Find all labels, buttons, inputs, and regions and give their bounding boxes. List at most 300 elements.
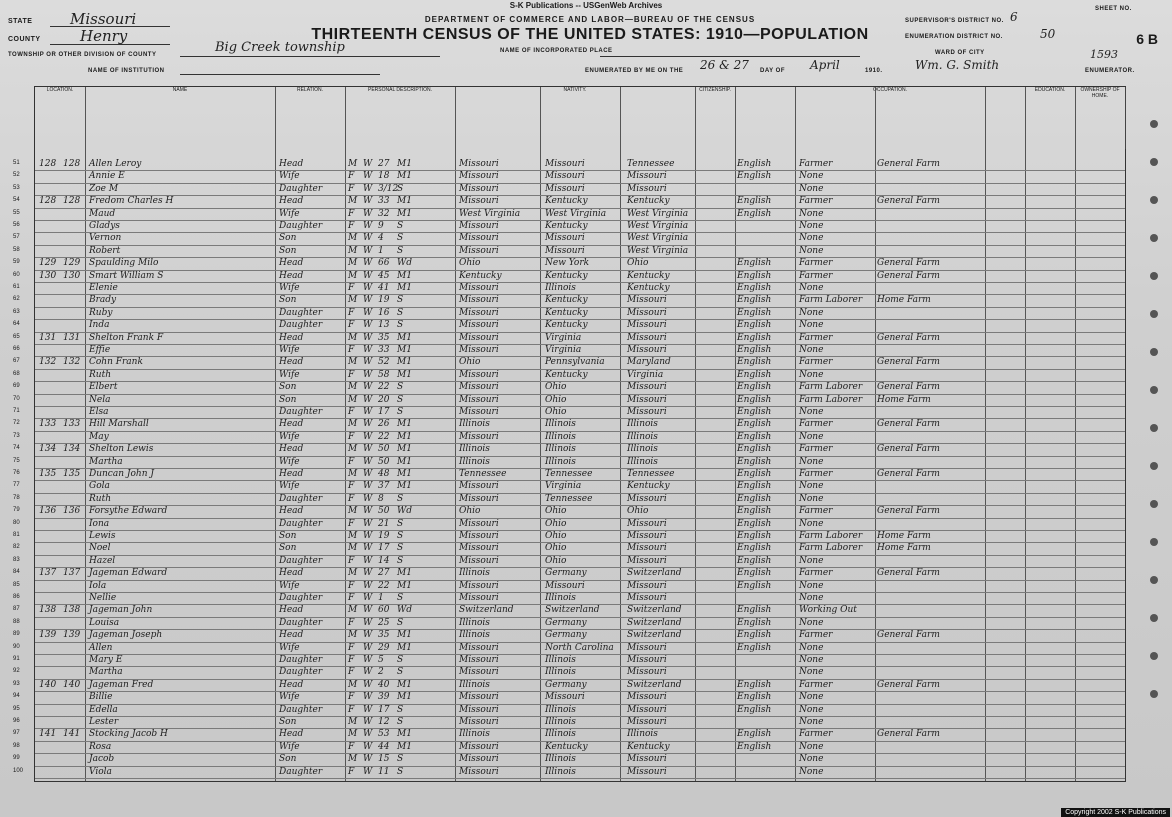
cell-father: Illinois	[545, 419, 576, 430]
cell-lang: English	[737, 295, 772, 306]
cell-lang: English	[737, 692, 772, 703]
cell-occ: None	[799, 692, 824, 703]
line-number: 78	[13, 494, 20, 501]
cell-occ: Farmer	[799, 469, 833, 479]
cell-ms: M1	[397, 332, 412, 343]
cell-lang: English	[737, 369, 772, 380]
cell-race: W	[363, 357, 373, 368]
cell-lang: English	[737, 481, 772, 492]
cell-sex: M	[348, 332, 358, 343]
cell-birth: Missouri	[459, 159, 499, 169]
cell-birth: Missouri	[459, 692, 499, 703]
cell-ind: General Farm	[877, 630, 940, 641]
cell-sex: M	[348, 394, 358, 405]
cell-sex: M	[348, 295, 358, 306]
cell-race: W	[363, 580, 373, 591]
cell-ms: S	[397, 407, 404, 417]
cell-age: 25	[378, 617, 390, 628]
cell-ms: M1	[397, 270, 412, 281]
cell-birth: Ohio	[459, 357, 481, 368]
cell-name: Hill Marshall	[89, 419, 149, 430]
cell-lang: English	[737, 407, 772, 417]
cell-rel: Head	[279, 630, 304, 641]
cell-lang: English	[737, 506, 772, 517]
cell-name: Jageman Fred	[89, 679, 154, 690]
line-number: 77	[13, 482, 20, 489]
cell-name: Brady	[89, 295, 117, 306]
census-title: THIRTEENTH CENSUS OF THE UNITED STATES: 1910—POPULATION	[311, 26, 869, 43]
cell-ms: M1	[397, 729, 412, 740]
cell-race: W	[363, 295, 373, 306]
cell-mother: Maryland	[627, 357, 671, 368]
cell-ms: S	[397, 667, 404, 678]
cell-rel: Daughter	[279, 307, 323, 318]
cell-fam: 134	[63, 444, 81, 455]
cell-dw: 139	[39, 630, 57, 641]
cell-sex: M	[348, 729, 358, 740]
cell-ms: S	[397, 320, 404, 331]
cell-rel: Wife	[279, 580, 300, 591]
column-header-name: NAME	[85, 87, 276, 149]
cell-father: Kentucky	[545, 307, 588, 318]
cell-ms: M1	[397, 580, 412, 591]
row-rule	[35, 394, 1125, 395]
cell-age: 50	[378, 456, 390, 467]
cell-mother: West Virginia	[627, 221, 689, 231]
cell-mother: Illinois	[627, 729, 658, 740]
cell-father: Kentucky	[545, 295, 588, 306]
cell-birth: Illinois	[459, 729, 490, 740]
cell-birth: Missouri	[459, 382, 499, 393]
cell-sex: F	[348, 345, 355, 355]
cell-rel: Daughter	[279, 667, 323, 678]
day-of-label: DAY OF	[760, 68, 786, 74]
cell-rel: Head	[279, 258, 304, 269]
row-rule	[35, 505, 1125, 506]
cell-occ: None	[799, 518, 824, 529]
row-rule	[35, 456, 1125, 457]
cell-occ: None	[799, 307, 824, 318]
cell-ms: S	[397, 493, 404, 504]
cell-father: Missouri	[545, 159, 585, 169]
cell-race: W	[363, 332, 373, 343]
cell-lang: English	[737, 617, 772, 628]
cell-birth: Ohio	[459, 506, 481, 517]
cell-sex: F	[348, 692, 355, 703]
row-rule	[35, 418, 1125, 419]
cell-mother: Missouri	[627, 667, 667, 678]
cell-birth: Missouri	[459, 555, 499, 566]
cell-name: Martha	[89, 667, 123, 678]
cell-father: Kentucky	[545, 320, 588, 331]
cell-sex: F	[348, 555, 355, 566]
row-rule	[35, 592, 1125, 593]
cell-lang: English	[737, 741, 772, 752]
cell-ms: M1	[397, 741, 412, 752]
cell-name: Effie	[89, 345, 111, 355]
line-number: 79	[13, 507, 20, 514]
line-number: 91	[13, 656, 20, 662]
line-number: 93	[13, 680, 20, 687]
binding-hole	[1150, 272, 1158, 280]
cell-father: Ohio	[545, 518, 567, 529]
cell-occ: Farmer	[799, 419, 833, 430]
cell-dw: 128	[39, 196, 57, 207]
cell-race: W	[363, 270, 373, 281]
cell-ms: S	[397, 531, 404, 541]
cell-father: Germany	[545, 630, 587, 641]
cell-rel: Wife	[279, 283, 300, 293]
incorporated-underline	[600, 56, 860, 57]
line-number: 82	[13, 544, 20, 551]
cell-ind: General Farm	[877, 679, 940, 690]
cell-mother: Illinois	[627, 456, 658, 467]
cell-sex: M	[348, 419, 358, 430]
cell-sex: M	[348, 258, 358, 269]
cell-age: 60	[378, 605, 390, 616]
cell-birth: Missouri	[459, 320, 499, 331]
cell-sex: F	[348, 704, 355, 715]
cell-lang: English	[737, 555, 772, 566]
cell-ms: S	[397, 617, 404, 628]
cell-age: 44	[378, 741, 390, 752]
cell-dw: 138	[39, 605, 57, 616]
cell-occ: None	[799, 481, 824, 492]
cell-birth: Illinois	[459, 568, 490, 579]
cell-rel: Son	[279, 543, 297, 554]
cell-rel: Wife	[279, 692, 300, 703]
cell-rel: Daughter	[279, 593, 323, 603]
cell-age: 12	[378, 717, 390, 727]
cell-mother: Missouri	[627, 345, 667, 355]
cell-race: W	[363, 692, 373, 703]
cell-fam: 137	[63, 568, 81, 579]
cell-dw: 137	[39, 568, 57, 579]
cell-age: 50	[378, 444, 390, 455]
cell-ind: General Farm	[877, 469, 940, 479]
cell-occ: None	[799, 369, 824, 380]
cell-race: W	[363, 642, 373, 653]
cell-age: 11	[378, 766, 390, 777]
month-value: April	[810, 58, 840, 72]
cell-occ: Farmer	[799, 444, 833, 455]
cell-race: W	[363, 419, 373, 430]
column-header-education: EDUCATION.	[1025, 87, 1076, 149]
cell-name: Elbert	[89, 382, 118, 393]
cell-occ: None	[799, 741, 824, 752]
cell-fam: 135	[63, 469, 81, 479]
cell-race: W	[363, 481, 373, 492]
cell-ms: M1	[397, 481, 412, 492]
cell-fam: 139	[63, 630, 81, 641]
cell-name: Shelton Lewis	[89, 444, 154, 455]
cell-age: 66	[378, 258, 390, 269]
cell-lang: English	[737, 283, 772, 293]
cell-age: 19	[378, 531, 390, 541]
cell-ind: General Farm	[877, 196, 940, 207]
cell-rel: Son	[279, 531, 297, 541]
cell-name: Martha	[89, 456, 123, 467]
cell-race: W	[363, 741, 373, 752]
cell-rel: Head	[279, 469, 304, 479]
cell-name: Jageman Joseph	[89, 630, 163, 641]
cell-race: W	[363, 617, 373, 628]
cell-name: Lester	[89, 717, 119, 727]
binding-hole	[1150, 348, 1158, 356]
cell-mother: Missouri	[627, 704, 667, 715]
cell-race: W	[363, 444, 373, 455]
cell-occ: Farm Laborer	[799, 543, 863, 554]
cell-mother: Kentucky	[627, 283, 670, 293]
cell-father: New York	[545, 258, 590, 269]
cell-birth: Tennessee	[459, 469, 507, 479]
cell-mother: Missouri	[627, 555, 667, 566]
cell-name: Edella	[89, 704, 118, 715]
cell-lang: English	[737, 208, 772, 219]
cell-birth: Missouri	[459, 543, 499, 554]
cell-occ: Farm Laborer	[799, 295, 863, 306]
cell-occ: None	[799, 171, 824, 182]
census-grid	[13, 86, 1126, 782]
cell-sex: M	[348, 543, 358, 554]
cell-mother: Missouri	[627, 332, 667, 343]
cell-sex: M	[348, 679, 358, 690]
cell-ms: M1	[397, 469, 412, 479]
cell-lang: English	[737, 159, 772, 169]
cell-name: Spaulding Milo	[89, 258, 159, 269]
cell-sex: F	[348, 320, 355, 331]
cell-lang: English	[737, 679, 772, 690]
cell-ind: General Farm	[877, 444, 940, 455]
cell-age: 15	[378, 754, 390, 765]
cell-sex: M	[348, 506, 358, 517]
cell-lang: English	[737, 431, 772, 442]
cell-rel: Daughter	[279, 655, 323, 665]
cell-rel: Head	[279, 270, 304, 281]
cell-birth: Missouri	[459, 221, 499, 231]
cell-father: Missouri	[545, 580, 585, 591]
cell-sex: M	[348, 754, 358, 765]
cell-birth: Missouri	[459, 704, 499, 715]
cell-race: W	[363, 369, 373, 380]
cell-race: W	[363, 655, 373, 665]
cell-father: Ohio	[545, 394, 567, 405]
cell-birth: Illinois	[459, 456, 490, 467]
cell-name: Smart William S	[89, 270, 164, 281]
cell-rel: Head	[279, 159, 304, 169]
cell-occ: None	[799, 233, 824, 244]
year-label: 1910.	[865, 68, 883, 74]
cell-sex: M	[348, 159, 358, 169]
cell-mother: Missouri	[627, 307, 667, 318]
cell-father: Germany	[545, 568, 587, 579]
township-underline	[180, 56, 440, 57]
cell-dw: 135	[39, 469, 57, 479]
ward-label: WARD OF CITY	[935, 50, 985, 56]
cell-ms: M1	[397, 369, 412, 380]
cell-fam: 132	[63, 357, 81, 368]
line-number: 75	[13, 457, 20, 464]
cell-race: W	[363, 717, 373, 727]
cell-sex: F	[348, 407, 355, 417]
cell-age: 37	[378, 481, 390, 492]
cell-age: 14	[378, 555, 390, 566]
cell-ms: S	[397, 183, 404, 194]
cell-father: Illinois	[545, 717, 576, 727]
state-label: STATE	[8, 18, 33, 25]
cell-fam: 133	[63, 419, 81, 430]
cell-ms: M1	[397, 357, 412, 368]
cell-rel: Daughter	[279, 766, 323, 777]
cell-occ: Farmer	[799, 159, 833, 169]
column-header-language	[735, 87, 796, 149]
cell-birth: Missouri	[459, 655, 499, 665]
line-number: 57	[13, 234, 20, 241]
cell-occ: None	[799, 667, 824, 678]
cell-mother: Missouri	[627, 717, 667, 727]
cell-sex: F	[348, 741, 355, 752]
enumeration-value: 50	[1040, 27, 1056, 41]
cell-sex: F	[348, 283, 355, 293]
cell-age: 26	[378, 419, 390, 430]
cell-mother: Switzerland	[627, 630, 682, 641]
line-number: 92	[13, 668, 20, 675]
cell-birth: Missouri	[459, 580, 499, 591]
cell-father: Germany	[545, 617, 587, 628]
cell-age: 9	[378, 221, 384, 231]
county-label: COUNTY	[8, 36, 41, 43]
cell-father: Germany	[545, 679, 587, 690]
cell-occ: None	[799, 245, 824, 256]
cell-age: 35	[378, 332, 390, 343]
cell-name: Jageman John	[89, 605, 153, 616]
cell-mother: Ohio	[627, 258, 649, 269]
enumerator-name: Wm. G. Smith	[915, 58, 1000, 72]
line-number: 98	[13, 742, 20, 749]
cell-rel: Daughter	[279, 221, 323, 231]
cell-sex: F	[348, 481, 355, 492]
cell-rel: Head	[279, 568, 304, 579]
row-rule	[35, 542, 1125, 543]
cell-rel: Daughter	[279, 320, 323, 331]
cell-birth: Missouri	[459, 332, 499, 343]
cell-race: W	[363, 630, 373, 641]
cell-race: W	[363, 593, 373, 603]
cell-occ: None	[799, 642, 824, 653]
line-number: 86	[13, 594, 20, 600]
cell-father: Pennsylvania	[545, 357, 605, 368]
line-number: 54	[13, 197, 20, 204]
cell-father: Missouri	[545, 183, 585, 194]
cell-birth: Illinois	[459, 419, 490, 430]
cell-sex: F	[348, 369, 355, 380]
binding-hole	[1150, 690, 1158, 698]
cell-name: Rosa	[89, 741, 112, 752]
cell-age: 17	[378, 704, 390, 715]
cell-ind: Home Farm	[877, 531, 931, 541]
cell-occ: None	[799, 320, 824, 331]
line-number: 94	[13, 693, 20, 700]
cell-sex: F	[348, 307, 355, 318]
cell-lang: English	[737, 394, 772, 405]
column-header-relation: RELATION.	[275, 87, 346, 149]
cell-father: Kentucky	[545, 196, 588, 207]
cell-mother: Kentucky	[627, 741, 670, 752]
row-rule	[35, 282, 1125, 283]
column-rule	[85, 87, 86, 781]
cell-sex: M	[348, 630, 358, 641]
cell-rel: Daughter	[279, 555, 323, 566]
cell-rel: Daughter	[279, 493, 323, 504]
archive-stamp: 1593	[1090, 48, 1118, 61]
cell-ind: General Farm	[877, 382, 940, 393]
cell-father: Missouri	[545, 245, 585, 256]
cell-father: Ohio	[545, 407, 567, 417]
cell-ms: S	[397, 307, 404, 318]
enumerator-label: ENUMERATOR.	[1085, 68, 1135, 74]
cell-name: Forsythe Edward	[89, 506, 168, 517]
cell-age: 18	[378, 171, 390, 182]
cell-race: W	[363, 506, 373, 517]
cell-occ: Farm Laborer	[799, 531, 863, 541]
cell-lang: English	[737, 580, 772, 591]
cell-ind: General Farm	[877, 270, 940, 281]
cell-name: Duncan John J	[89, 469, 154, 479]
cell-race: W	[363, 196, 373, 207]
cell-fam: 131	[63, 332, 81, 343]
cell-mother: Missouri	[627, 692, 667, 703]
line-number: 84	[13, 569, 20, 576]
cell-occ: Farm Laborer	[799, 382, 863, 393]
line-number: 59	[13, 259, 20, 266]
binding-hole	[1150, 500, 1158, 508]
cell-age: 5	[378, 655, 384, 665]
cell-race: W	[363, 543, 373, 554]
cell-father: Missouri	[545, 692, 585, 703]
cell-birth: Missouri	[459, 394, 499, 405]
line-number: 55	[13, 209, 20, 216]
cell-race: W	[363, 320, 373, 331]
cell-ms: S	[397, 518, 404, 529]
cell-sex: M	[348, 233, 358, 244]
cell-race: W	[363, 729, 373, 740]
column-rule	[695, 87, 696, 781]
cell-race: W	[363, 531, 373, 541]
cell-sex: F	[348, 208, 355, 219]
cell-dw: 140	[39, 679, 57, 690]
line-number: 63	[13, 308, 20, 315]
cell-name: Nellie	[89, 593, 117, 603]
cell-occ: Farmer	[799, 630, 833, 641]
cell-lang: English	[737, 543, 772, 554]
cell-mother: Missouri	[627, 593, 667, 603]
cell-occ: None	[799, 208, 824, 219]
cell-age: 22	[378, 382, 390, 393]
binding-hole	[1150, 614, 1158, 622]
cell-father: Missouri	[545, 233, 585, 244]
cell-mother: West Virginia	[627, 245, 689, 256]
cell-race: W	[363, 456, 373, 467]
cell-father: Kentucky	[545, 270, 588, 281]
cell-lang: English	[737, 642, 772, 653]
cell-lang: English	[737, 419, 772, 430]
cell-ms: S	[397, 394, 404, 405]
cell-rel: Son	[279, 245, 297, 256]
cell-mother: Missouri	[627, 642, 667, 653]
cell-ms: S	[397, 704, 404, 715]
cell-rel: Head	[279, 419, 304, 430]
binding-holes	[1150, 120, 1160, 728]
